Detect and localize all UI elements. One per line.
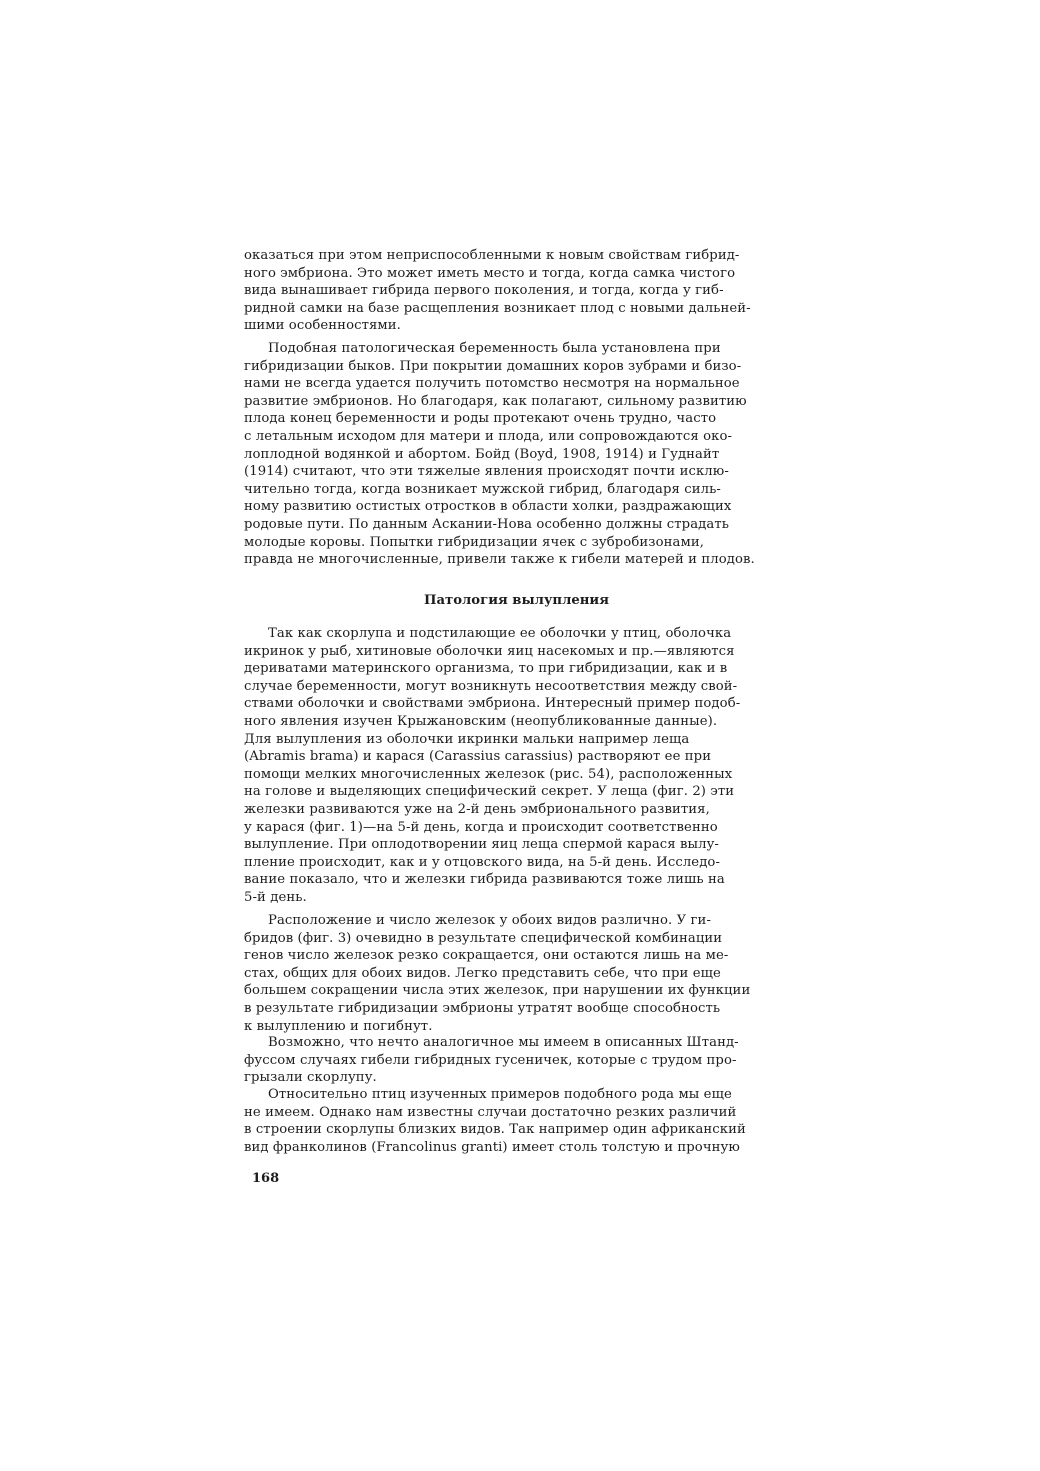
paragraph-hatching-glands: Так как скорлупа и подстилающие ее оболочки у птиц, оболочка икринок у рыб, хитиновые оболочки яиц насекомых и пр.—являются дериватами материнского организма, то при гибридизации, как и в случае беременности, могут возникнуть несоответствия между свой- ствами оболочки и свойствами эмбриона. Интересный пример подоб- ного явления изучен Крыжановским (неопубликованные данные). Для вылупления из оболочки икринки мальки например леща (Abramis brama) и карася (Carassius carassius) растворяют ее при помощи мелких многочисленных железок (рис. 54), расположенных на голове и выделяющих специфический секрет. У леща (фиг. 2) эти железки развиваются уже на 2-й день эмбрионального развития, у карася (фиг. 1)—на 5-й день, когда и происходит соответственно вылупление. При оплодотворении яиц леща спермой карася вылу- пление происходит, как и у отцовского вида, на 5-й день. Исследо- вание показало, что и железки гибрида развиваются тоже лишь на 5-й день. xyxy=(244,626,741,905)
section-heading: Патология вылупления xyxy=(424,593,609,608)
paragraph-birds-eggshell: Относительно птиц изученных примеров подобного рода мы еще не имеем. Однако нам известны случаи достаточно резких различий в строении скорлупы близких видов. Так например один африканский вид франколинов (Francolinus granti) имеет столь толстую и прочную xyxy=(244,1087,746,1155)
paragraph-cattle-hybridization: Подобная патологическая беременность была установлена при гибридизации быков. При покрытии домашних коров зубрами и бизо- нами не всегда удается получить потомство несмотря на нормальное развитие эмбрионов. Но благодаря, как полагают, сильному развитию плода конец беременности и роды протекают очень трудно, часто с летальным исходом для матери и плода, или сопровождаются око- лоплодной водянкой и абортом. Бойд (Boyd, 1908, 1914) и Гуднайт (1914) считают, что эти тяжелые явления происходят почти исклю- чительно тогда, когда возникает мужской гибрид, благодаря силь- ному развитию остистых отростков в области холки, раздражающих родовые пути. По данным Аскании-Нова особенно должны страдать молодые коровы. Попытки гибридизации ячек с зубробизонами, правда не многочисленные, привели также к гибели матерей и плодов. xyxy=(244,341,755,568)
paragraph-caterpillars: Возможно, что нечто аналогичное мы имеем в описанных Штанд- фуссом случаях гибели гибридных гусеничек, которые с трудом про- грызали скорлупу. xyxy=(244,1035,739,1086)
paragraph-gland-count: Расположение и число железок у обоих видов различно. У ги- бридов (фиг. 3) очевидно в результате специфической комбинации генов число железок резко сокращается, они остаются лишь на ме- стах, общих для обоих видов. Легко представить себе, что при еще большем сокращении числа этих железок, при нарушении их функции в результате гибридизации эмбрионы утратят вообще способность к вылуплению и погибнут. xyxy=(244,913,751,1034)
page-number: 168 xyxy=(252,1171,280,1186)
paragraph-pregnancy-intro: оказаться при этом неприспособленными к новым свойствам гибрид- ного эмбриона. Это может иметь место и тогда, когда самка чистого вида вынашивает гибрида первого поколения, и тогда, когда у гиб- ридной самки на базе расщепления возникает плод с новыми дальней- шими особенностями. xyxy=(244,248,751,334)
